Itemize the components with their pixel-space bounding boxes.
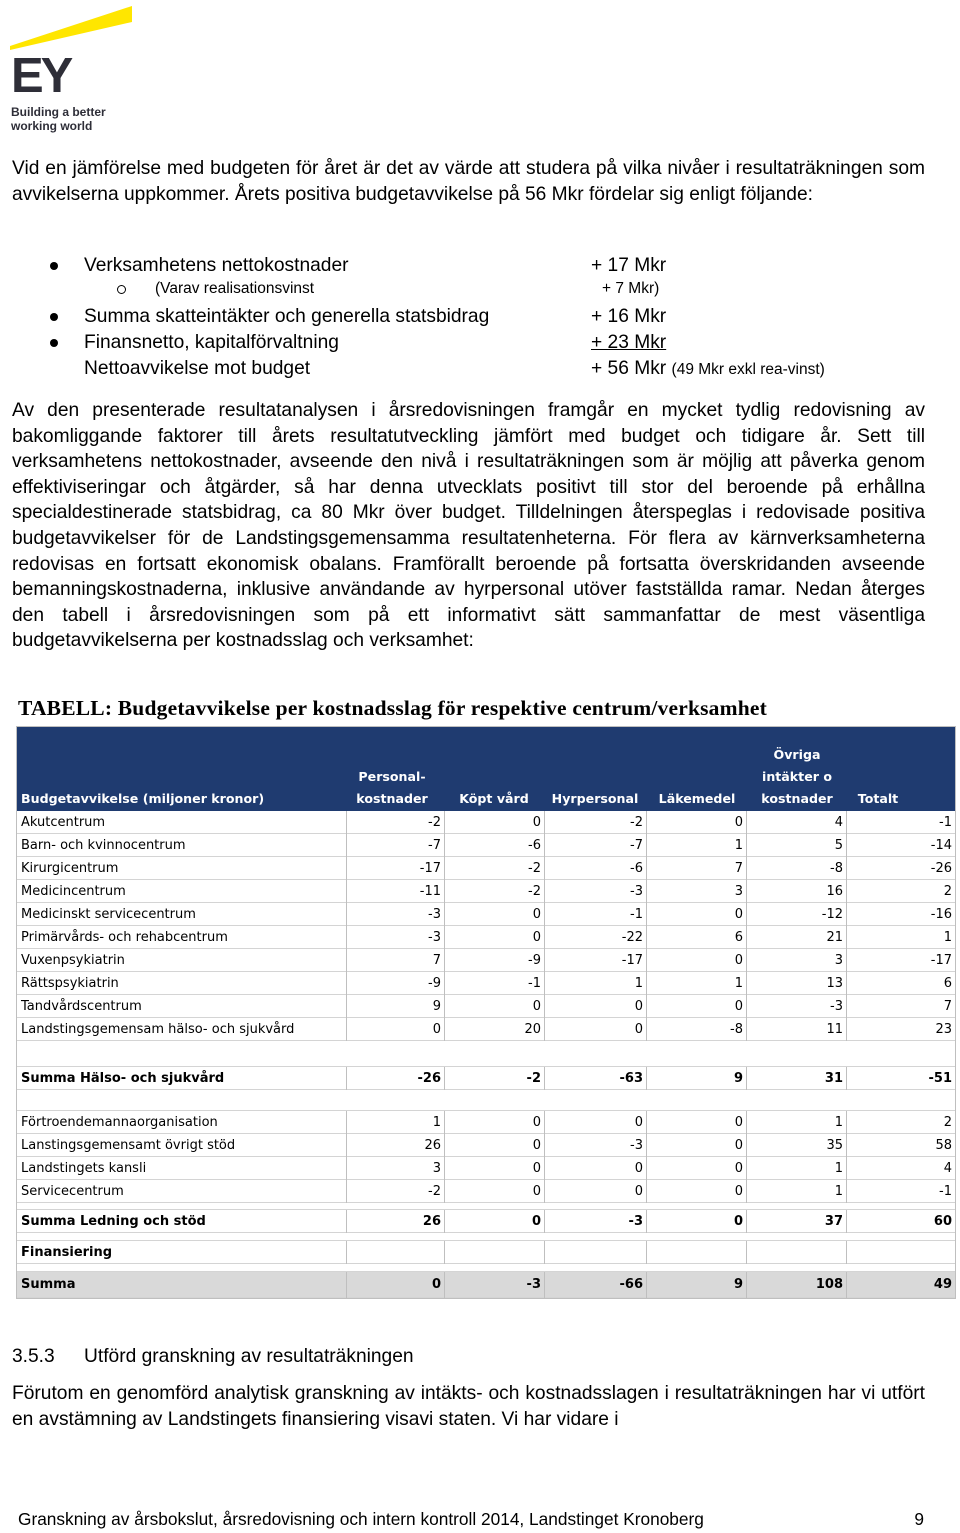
table-cell: -9 <box>347 972 445 995</box>
table-cell: 0 <box>347 1272 445 1298</box>
row-label: Medicinskt servicecentrum <box>17 903 347 926</box>
table-cell: 1 <box>347 1111 445 1134</box>
table-cell: -17 <box>930 953 952 968</box>
table-cell: 4 <box>943 1161 952 1176</box>
section-number: 3.5.3 <box>12 1346 55 1367</box>
table-cell: 60 <box>933 1214 952 1229</box>
table-cell: -1 <box>939 815 952 830</box>
column-header: Totalt <box>857 791 899 806</box>
table-cell: -2 <box>445 880 545 903</box>
table-cell: 26 <box>347 1210 445 1233</box>
table-cell: 2 <box>943 884 952 899</box>
column-header: Budgetavvikelse (miljoner kronor) <box>21 791 265 806</box>
section-heading <box>12 1344 414 1370</box>
table-cell: -1 <box>445 972 545 995</box>
table-spacer <box>17 1090 955 1111</box>
table-cell: 108 <box>747 1272 847 1298</box>
table-cell: -9 <box>445 949 545 972</box>
table-cell: 58 <box>935 1138 952 1153</box>
table-cell: -2 <box>545 811 647 834</box>
table-cell: 6 <box>943 976 952 991</box>
list-subitem <box>0 276 960 302</box>
table-cell: 0 <box>445 926 545 949</box>
table-cell: 2 <box>943 1115 952 1130</box>
table-cell: 0 <box>445 1180 545 1203</box>
ey-wordmark: EY <box>11 49 71 103</box>
table-cell: -3 <box>445 1272 545 1298</box>
table-row-total <box>17 1272 955 1298</box>
list-item-total <box>0 356 960 382</box>
table-cell: -6 <box>445 834 545 857</box>
list-item-note: (49 Mkr exkl rea-vinst) <box>671 361 825 378</box>
table-cell: 0 <box>647 995 747 1018</box>
table-cell: -63 <box>545 1067 647 1090</box>
table-cell: -1 <box>939 1184 952 1199</box>
table-spacer <box>17 1233 955 1241</box>
footer-text: Granskning av årsbokslut, årsredovisning och intern kontroll 2014, Landstinget Kronoberg <box>18 1509 704 1529</box>
row-label: Summa <box>17 1272 347 1298</box>
list-item <box>0 330 960 356</box>
table-cell: 0 <box>445 1210 545 1233</box>
table-cell: 1 <box>647 834 747 857</box>
table-cell: 3 <box>747 949 847 972</box>
row-label: Kirurgicentrum <box>17 857 347 880</box>
table-cell: 6 <box>647 926 747 949</box>
table-cell: -26 <box>347 1067 445 1090</box>
list-item-value: + 7 Mkr) <box>602 280 660 297</box>
table-row <box>17 972 955 995</box>
table-cell: 23 <box>935 1022 952 1037</box>
page-footer <box>18 1508 924 1530</box>
row-label: Finansiering <box>17 1241 347 1264</box>
column-header: Läkemedel <box>658 791 736 806</box>
table-cell: 7 <box>347 949 445 972</box>
ey-beam-icon <box>10 4 135 52</box>
table-cell: -2 <box>445 1067 545 1090</box>
table-cell: -8 <box>647 1018 747 1041</box>
table-cell: 0 <box>545 1018 647 1041</box>
table-cell: 3 <box>347 1157 445 1180</box>
table-cell: 1 <box>747 1157 847 1180</box>
table-row <box>17 926 955 949</box>
table-cell: 1 <box>647 972 747 995</box>
table-cell: -7 <box>347 834 445 857</box>
table-cell: 20 <box>445 1018 545 1041</box>
table-row <box>17 995 955 1018</box>
table-cell: 31 <box>747 1067 847 1090</box>
table-cell: 1 <box>747 1180 847 1203</box>
table-cell: 21 <box>747 926 847 949</box>
table-cell: 3 <box>647 880 747 903</box>
table-cell: -11 <box>347 880 445 903</box>
table-cell: 0 <box>545 995 647 1018</box>
list-item-value: + 56 Mkr <box>591 358 667 379</box>
row-label: Rättspsykiatrin <box>17 972 347 995</box>
table-cell: 16 <box>747 880 847 903</box>
table-cell: 37 <box>747 1210 847 1233</box>
table-row <box>17 903 955 926</box>
table-cell: -66 <box>545 1272 647 1298</box>
ey-tagline <box>11 105 106 133</box>
table-row <box>17 1134 955 1157</box>
table-row <box>17 949 955 972</box>
column-header: Övriga intäkter o kostnader <box>761 747 833 806</box>
bullet-icon <box>50 313 58 321</box>
table-cell: 0 <box>445 1134 545 1157</box>
table-cell: -51 <box>928 1071 952 1086</box>
table-row <box>17 811 955 834</box>
row-label: Primärvårds- och rehabcentrum <box>17 926 347 949</box>
table-cell: -3 <box>545 1210 647 1233</box>
table-cell: 0 <box>445 811 545 834</box>
table-cell: 35 <box>747 1134 847 1157</box>
table-cell <box>847 1241 955 1264</box>
table-cell: 0 <box>445 995 545 1018</box>
list-item-label: Finansnetto, kapitalförvaltning <box>84 332 339 353</box>
bullet-icon <box>50 339 58 347</box>
table-cell: 0 <box>545 1157 647 1180</box>
table-cell: 0 <box>445 1157 545 1180</box>
table-row-total <box>17 1210 955 1233</box>
table-cell: -14 <box>930 838 952 853</box>
table-cell: -22 <box>545 926 647 949</box>
table-cell: 7 <box>943 999 952 1014</box>
table-cell: 0 <box>647 1111 747 1134</box>
row-label: Summa Ledning och stöd <box>17 1210 347 1233</box>
table-cell: -3 <box>347 926 445 949</box>
list-item-value: + 17 Mkr <box>591 255 667 276</box>
list-item-label: Nettoavvikelse mot budget <box>84 358 311 379</box>
table-cell <box>747 1241 847 1264</box>
table-cell: 0 <box>347 1018 445 1041</box>
table-cell: 0 <box>647 903 747 926</box>
page-number: 9 <box>914 1509 924 1529</box>
list-item-label: Verksamhetens nettokostnader <box>84 255 349 276</box>
table-row <box>17 1111 955 1134</box>
table-cell: 0 <box>545 1180 647 1203</box>
table-title: TABELL: Budgetavvikelse per kostnadsslag för respektive centrum/verksamhet <box>18 696 767 720</box>
table-cell: -16 <box>930 907 952 922</box>
list-item <box>0 304 960 330</box>
table-spacer <box>17 1041 955 1067</box>
list-item-value: + 16 Mkr <box>591 306 667 327</box>
table-cell: 1 <box>545 972 647 995</box>
table-cell: -17 <box>545 949 647 972</box>
table-cell: 49 <box>933 1277 952 1292</box>
column-header: Köpt vård <box>459 791 529 806</box>
circle-bullet-icon <box>117 285 126 294</box>
table-cell: -26 <box>930 861 952 876</box>
table-cell: 0 <box>545 1111 647 1134</box>
row-label: Lanstingsgemensamt övrigt stöd <box>17 1134 347 1157</box>
table-cell <box>545 1241 647 1264</box>
table-spacer <box>17 1264 955 1272</box>
table-cell <box>347 1241 445 1264</box>
table-cell: 11 <box>747 1018 847 1041</box>
row-label: Landstingets kansli <box>17 1157 347 1180</box>
table-row <box>17 1180 955 1203</box>
table-cell: 0 <box>445 1111 545 1134</box>
row-label: Medicincentrum <box>17 880 347 903</box>
row-label: Tandvårdscentrum <box>17 995 347 1018</box>
table-cell: -6 <box>545 857 647 880</box>
table-cell: 13 <box>747 972 847 995</box>
table-cell: 0 <box>647 1134 747 1157</box>
table-cell: 9 <box>347 995 445 1018</box>
table-cell: 0 <box>647 1180 747 1203</box>
row-label: Summa Hälso- och sjukvård <box>17 1067 347 1090</box>
column-header: Hyrpersonal <box>551 791 639 806</box>
table-cell: 26 <box>347 1134 445 1157</box>
table-cell: -3 <box>545 880 647 903</box>
intro-paragraph: Vid en jämförelse med budgeten för året är det av värde att studera på vilka nivåer i resultaträkningen som avvikelserna uppkommer. Årets positiva budgetavvikelse på 56 Mkr fördelar sig enligt följande: <box>12 158 925 205</box>
tagline-line-1: Building a better <box>11 105 106 119</box>
bullet-icon <box>50 262 58 270</box>
table-cell: -2 <box>445 857 545 880</box>
table-cell: 0 <box>647 811 747 834</box>
list-item-value: + 23 Mkr <box>591 332 667 353</box>
tagline-line-2: working world <box>11 119 93 133</box>
row-label: Landstingsgemensam hälso- och sjukvård <box>17 1018 347 1041</box>
ey-logo <box>10 4 135 134</box>
table-row-total <box>17 1067 955 1090</box>
table-cell <box>445 1241 545 1264</box>
row-label: Vuxenpsykiatrin <box>17 949 347 972</box>
table-cell: 1 <box>747 1111 847 1134</box>
table-cell: -2 <box>347 811 445 834</box>
table-row <box>17 1157 955 1180</box>
table-cell: -3 <box>545 1134 647 1157</box>
table-row <box>17 1018 955 1041</box>
table-row <box>17 834 955 857</box>
table-cell: 9 <box>647 1067 747 1090</box>
table-spacer <box>17 1203 955 1210</box>
section-title: Utförd granskning av resultaträkningen <box>84 1346 414 1367</box>
table-cell: 4 <box>747 811 847 834</box>
deviation-breakdown-list <box>0 253 960 383</box>
table-cell: 9 <box>647 1272 747 1298</box>
table-row-total <box>17 1241 955 1264</box>
list-item-value-group <box>591 356 825 383</box>
table-cell: 0 <box>647 1157 747 1180</box>
table-cell: -3 <box>747 995 847 1018</box>
row-label: Akutcentrum <box>17 811 347 834</box>
table-cell: 1 <box>943 930 952 945</box>
table-cell: -17 <box>347 857 445 880</box>
table-cell: -1 <box>545 903 647 926</box>
row-label: Servicecentrum <box>17 1180 347 1203</box>
table-cell <box>647 1241 747 1264</box>
table-header <box>17 727 955 811</box>
section-paragraph: Förutom en genomförd analytisk granskning av intäkts- och kostnadsslagen i resultaträkningen har vi utfört en avstämning av Landstingets finansiering visavi staten. Vi har vidare i <box>12 1383 925 1430</box>
table-cell: 5 <box>747 834 847 857</box>
list-item-label: Summa skatteintäkter och generella statsbidrag <box>84 306 490 327</box>
table-row <box>17 880 955 903</box>
table-cell: 0 <box>647 949 747 972</box>
table-cell: -12 <box>747 903 847 926</box>
budget-deviation-table <box>16 726 956 1299</box>
table-cell: 7 <box>647 857 747 880</box>
table-cell: -2 <box>347 1180 445 1203</box>
table-row <box>17 857 955 880</box>
analysis-paragraph: Av den presenterade resultatanalysen i årsredovisningen framgår en mycket tydlig redovisning av bakomliggande faktorer till årets resultatutveckling jämfört med budget och tidigare år. Sett till verksamhetens nettokostnader, avseende den nivå i resultaträkningen som är möjlig att påverka genom effektiviseringar och åtgärder, så har denna utvecklats positivt till stor del beroende på erhållna specialdestinerade statsbidrag, ca 80 Mkr över budget. Tilldelningen återspeglas i redovisade positiva budgetavvikelser för de Landstingsgemensamma resultatenheterna. För flera av kärnverksamheterna redovisas en fortsatt ekonomisk obalans. Framförallt beroende på fortsatta överskridanden avseende bemanningskostnaderna, inklusive användande av hyrpersonal utöver fastställda ramar. Nedan återges den tabell i årsredovisningen som på ett informativt sätt sammanfattar de mest väsentliga budgetavvikelserna per kostnadsslag och verksamhet: <box>12 400 925 652</box>
row-label: Barn- och kvinnocentrum <box>17 834 347 857</box>
table-cell: 0 <box>445 903 545 926</box>
column-header: Personal- kostnader <box>356 769 428 806</box>
table-cell: -7 <box>545 834 647 857</box>
table-cell: -8 <box>747 857 847 880</box>
table-cell: 0 <box>647 1210 747 1233</box>
list-item-label: (Varav realisationsvinst <box>155 280 315 297</box>
table-cell: -3 <box>347 903 445 926</box>
row-label: Förtroendemannaorganisation <box>17 1111 347 1134</box>
